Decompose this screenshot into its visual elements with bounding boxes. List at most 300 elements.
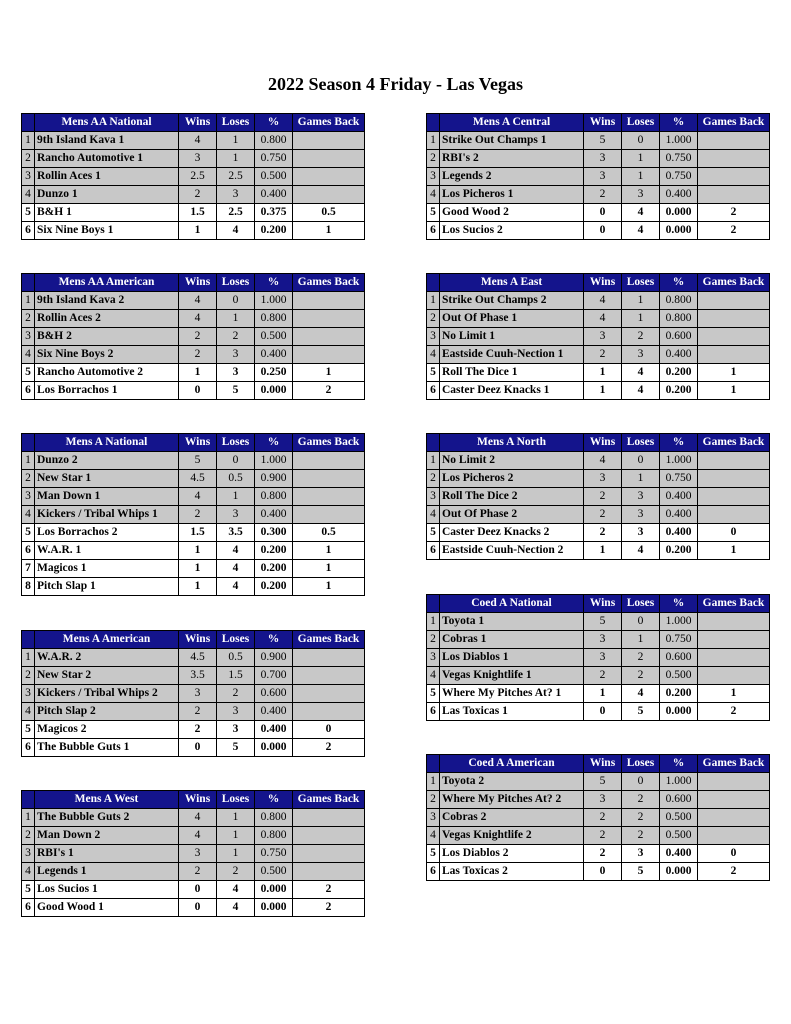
column-header: % [255, 434, 293, 452]
games-back-cell: 1 [698, 685, 770, 703]
header-corner [22, 791, 35, 809]
team-name-cell: The Bubble Guts 1 [35, 739, 179, 757]
standings-table [21, 630, 365, 757]
header-corner [427, 755, 440, 773]
wins-cell: 4 [179, 310, 217, 328]
loses-cell: 1 [217, 150, 255, 168]
rank-cell: 2 [22, 150, 35, 168]
wins-cell: 1 [584, 382, 622, 400]
pct-cell: 0.800 [255, 310, 293, 328]
team-name-cell: Cobras 2 [440, 809, 584, 827]
pct-cell: 0.200 [255, 578, 293, 596]
column-header: Loses [622, 114, 660, 132]
team-name-cell: Caster Deez Knacks 2 [440, 524, 584, 542]
team-name-cell: Las Toxicas 2 [440, 863, 584, 881]
division-name: Mens AA National [35, 114, 179, 132]
loses-cell: 4 [622, 542, 660, 560]
pct-cell: 0.300 [255, 524, 293, 542]
column-header: Games Back [698, 595, 770, 613]
column-header: % [255, 274, 293, 292]
team-name-cell: Los Borrachos 2 [35, 524, 179, 542]
pct-cell: 0.500 [255, 328, 293, 346]
wins-cell: 3 [584, 649, 622, 667]
wins-cell: 0 [584, 204, 622, 222]
table-row [427, 845, 770, 863]
rank-cell: 4 [427, 827, 440, 845]
wins-cell: 1 [584, 364, 622, 382]
column-header: % [255, 631, 293, 649]
loses-cell: 1 [217, 488, 255, 506]
loses-cell: 2 [622, 809, 660, 827]
wins-cell: 0 [179, 382, 217, 400]
pct-cell: 0.800 [255, 132, 293, 150]
column-header: % [255, 791, 293, 809]
games-back-cell: 1 [293, 560, 365, 578]
team-name-cell: Rollin Aces 2 [35, 310, 179, 328]
table-row [22, 382, 365, 400]
column-header: Wins [179, 791, 217, 809]
rank-cell: 2 [427, 150, 440, 168]
games-back-cell: 0.5 [293, 204, 365, 222]
games-back-cell [293, 845, 365, 863]
rank-cell: 3 [22, 845, 35, 863]
wins-cell: 4 [179, 292, 217, 310]
table-row [22, 685, 365, 703]
wins-cell: 5 [179, 452, 217, 470]
team-name-cell: Roll The Dice 2 [440, 488, 584, 506]
wins-cell: 2 [584, 667, 622, 685]
table-row [427, 452, 770, 470]
team-name-cell: Los Diablos 2 [440, 845, 584, 863]
rank-cell: 1 [427, 613, 440, 631]
loses-cell: 1 [622, 310, 660, 328]
column-header: Games Back [293, 434, 365, 452]
team-name-cell: Out Of Phase 2 [440, 506, 584, 524]
games-back-cell [698, 791, 770, 809]
loses-cell: 3 [622, 186, 660, 204]
table-row [22, 346, 365, 364]
loses-cell: 3 [622, 346, 660, 364]
table-row [22, 881, 365, 899]
column-header: Wins [179, 631, 217, 649]
pct-cell: 0.750 [255, 845, 293, 863]
pct-cell: 1.000 [660, 613, 698, 631]
loses-cell: 1 [622, 470, 660, 488]
wins-cell: 4.5 [179, 470, 217, 488]
games-back-cell [698, 470, 770, 488]
games-back-cell: 2 [293, 382, 365, 400]
pct-cell: 0.200 [660, 685, 698, 703]
pct-cell: 0.500 [255, 863, 293, 881]
team-name-cell: Dunzo 2 [35, 452, 179, 470]
standings-table [426, 754, 770, 881]
rank-cell: 5 [22, 524, 35, 542]
loses-cell: 1 [622, 631, 660, 649]
column-header: Games Back [293, 274, 365, 292]
games-back-cell [698, 809, 770, 827]
wins-cell: 4 [179, 488, 217, 506]
games-back-cell [293, 310, 365, 328]
team-name-cell: Kickers / Tribal Whips 2 [35, 685, 179, 703]
loses-cell: 3 [217, 721, 255, 739]
table-row [22, 667, 365, 685]
games-back-cell [293, 150, 365, 168]
games-back-cell [293, 809, 365, 827]
loses-cell: 3 [217, 186, 255, 204]
table-row [22, 649, 365, 667]
team-name-cell: Magicos 2 [35, 721, 179, 739]
games-back-cell: 1 [293, 578, 365, 596]
wins-cell: 2 [584, 827, 622, 845]
wins-cell: 2 [179, 703, 217, 721]
rank-cell: 5 [427, 845, 440, 863]
team-name-cell: No Limit 1 [440, 328, 584, 346]
pct-cell: 1.000 [660, 132, 698, 150]
rank-cell: 3 [22, 328, 35, 346]
team-name-cell: Roll The Dice 1 [440, 364, 584, 382]
loses-cell: 3 [217, 346, 255, 364]
loses-cell: 3 [217, 364, 255, 382]
wins-cell: 3 [584, 328, 622, 346]
table-row [22, 739, 365, 757]
loses-cell: 1 [217, 132, 255, 150]
division-name: Mens AA American [35, 274, 179, 292]
table-row [427, 524, 770, 542]
loses-cell: 3 [217, 506, 255, 524]
table-row [427, 649, 770, 667]
loses-cell: 5 [217, 382, 255, 400]
pct-cell: 0.200 [660, 364, 698, 382]
standings-table [426, 594, 770, 721]
pct-cell: 0.750 [660, 470, 698, 488]
pct-cell: 0.500 [660, 827, 698, 845]
games-back-cell [698, 132, 770, 150]
pct-cell: 0.000 [255, 382, 293, 400]
loses-cell: 4 [217, 899, 255, 917]
standings-table [21, 113, 365, 240]
pct-cell: 0.400 [660, 488, 698, 506]
rank-cell: 4 [22, 346, 35, 364]
column-header: % [660, 114, 698, 132]
wins-cell: 2 [584, 845, 622, 863]
rank-cell: 2 [22, 827, 35, 845]
table-row [427, 382, 770, 400]
games-back-cell [293, 649, 365, 667]
header-corner [22, 114, 35, 132]
column-header: Wins [179, 274, 217, 292]
team-name-cell: 9th Island Kava 1 [35, 132, 179, 150]
games-back-cell: 1 [293, 364, 365, 382]
loses-cell: 3.5 [217, 524, 255, 542]
games-back-cell: 2 [293, 899, 365, 917]
loses-cell: 1 [622, 292, 660, 310]
loses-cell: 0 [622, 613, 660, 631]
table-row [427, 863, 770, 881]
loses-cell: 1 [217, 827, 255, 845]
wins-cell: 3 [584, 470, 622, 488]
column-header: Loses [217, 434, 255, 452]
pct-cell: 0.200 [255, 542, 293, 560]
team-name-cell: W.A.R. 1 [35, 542, 179, 560]
rank-cell: 6 [22, 899, 35, 917]
table-row [22, 488, 365, 506]
rank-cell: 1 [427, 292, 440, 310]
standings-table [426, 273, 770, 400]
table-row [22, 292, 365, 310]
column-header: Loses [622, 434, 660, 452]
games-back-cell [698, 328, 770, 346]
wins-cell: 1.5 [179, 524, 217, 542]
games-back-cell [698, 773, 770, 791]
table-row [22, 542, 365, 560]
column-header: Loses [217, 631, 255, 649]
games-back-cell: 0.5 [293, 524, 365, 542]
loses-cell: 4 [622, 204, 660, 222]
rank-cell: 5 [427, 685, 440, 703]
division-name: Mens A National [35, 434, 179, 452]
pct-cell: 0.400 [255, 346, 293, 364]
team-name-cell: Six Nine Boys 2 [35, 346, 179, 364]
rank-cell: 2 [22, 310, 35, 328]
pct-cell: 0.200 [660, 382, 698, 400]
games-back-cell: 1 [698, 364, 770, 382]
team-name-cell: Good Wood 2 [440, 204, 584, 222]
team-name-cell: RBI's 1 [35, 845, 179, 863]
table-row [22, 809, 365, 827]
games-back-cell: 2 [293, 739, 365, 757]
wins-cell: 3 [179, 685, 217, 703]
team-name-cell: Strike Out Champs 2 [440, 292, 584, 310]
team-name-cell: Los Borrachos 1 [35, 382, 179, 400]
column-header: Loses [217, 791, 255, 809]
rank-cell: 1 [427, 132, 440, 150]
team-name-cell: Toyota 1 [440, 613, 584, 631]
header-corner [22, 274, 35, 292]
team-name-cell: Rancho Automotive 1 [35, 150, 179, 168]
column-header: % [660, 595, 698, 613]
header-corner [427, 595, 440, 613]
rank-cell: 6 [427, 542, 440, 560]
wins-cell: 2 [584, 809, 622, 827]
division-name: Coed A National [440, 595, 584, 613]
wins-cell: 5 [584, 773, 622, 791]
loses-cell: 4 [217, 542, 255, 560]
team-name-cell: Eastside Cuuh-Nection 2 [440, 542, 584, 560]
rank-cell: 5 [427, 364, 440, 382]
table-row [22, 470, 365, 488]
table-row [22, 150, 365, 168]
rank-cell: 5 [427, 524, 440, 542]
rank-cell: 5 [22, 721, 35, 739]
wins-cell: 4 [179, 809, 217, 827]
wins-cell: 4 [584, 292, 622, 310]
pct-cell: 0.800 [660, 310, 698, 328]
loses-cell: 1 [622, 168, 660, 186]
rank-cell: 6 [427, 863, 440, 881]
loses-cell: 5 [622, 703, 660, 721]
pct-cell: 0.400 [255, 186, 293, 204]
pct-cell: 1.000 [255, 292, 293, 310]
rank-cell: 7 [22, 560, 35, 578]
games-back-cell [293, 470, 365, 488]
loses-cell: 3 [622, 845, 660, 863]
wins-cell: 3 [179, 150, 217, 168]
loses-cell: 1 [217, 845, 255, 863]
rank-cell: 2 [427, 470, 440, 488]
games-back-cell [698, 667, 770, 685]
pct-cell: 0.000 [660, 703, 698, 721]
games-back-cell [698, 827, 770, 845]
team-name-cell: The Bubble Guts 2 [35, 809, 179, 827]
rank-cell: 6 [427, 703, 440, 721]
games-back-cell [698, 346, 770, 364]
pct-cell: 0.900 [255, 470, 293, 488]
wins-cell: 0 [584, 222, 622, 240]
games-back-cell [293, 328, 365, 346]
table-row [427, 488, 770, 506]
wins-cell: 2 [179, 186, 217, 204]
games-back-cell [698, 506, 770, 524]
rank-cell: 4 [22, 703, 35, 721]
wins-cell: 0 [179, 881, 217, 899]
games-back-cell [293, 863, 365, 881]
table-row [22, 310, 365, 328]
team-name-cell: Los Picheros 1 [440, 186, 584, 204]
rank-cell: 1 [427, 452, 440, 470]
division-name: Mens A American [35, 631, 179, 649]
games-back-cell [698, 186, 770, 204]
table-row [22, 132, 365, 150]
wins-cell: 1 [179, 542, 217, 560]
division-name: Mens A North [440, 434, 584, 452]
team-name-cell: Six Nine Boys 1 [35, 222, 179, 240]
team-name-cell: W.A.R. 2 [35, 649, 179, 667]
team-name-cell: New Star 1 [35, 470, 179, 488]
wins-cell: 0 [584, 703, 622, 721]
rank-cell: 6 [427, 382, 440, 400]
pct-cell: 0.800 [255, 809, 293, 827]
team-name-cell: Los Diablos 1 [440, 649, 584, 667]
table-row [22, 204, 365, 222]
games-back-cell [293, 168, 365, 186]
games-back-cell [293, 685, 365, 703]
loses-cell: 2 [217, 685, 255, 703]
team-name-cell: Pitch Slap 1 [35, 578, 179, 596]
loses-cell: 2.5 [217, 168, 255, 186]
rank-cell: 4 [427, 667, 440, 685]
column-header: Wins [179, 114, 217, 132]
pct-cell: 0.000 [255, 899, 293, 917]
games-back-cell: 2 [293, 881, 365, 899]
rank-cell: 2 [427, 631, 440, 649]
pct-cell: 0.800 [255, 827, 293, 845]
column-header: Wins [584, 755, 622, 773]
table-row [22, 578, 365, 596]
column-header: Loses [622, 274, 660, 292]
wins-cell: 1 [179, 560, 217, 578]
rank-cell: 6 [22, 542, 35, 560]
table-row [427, 310, 770, 328]
games-back-cell [293, 186, 365, 204]
loses-cell: 4 [217, 560, 255, 578]
column-header: Loses [622, 595, 660, 613]
team-name-cell: B&H 2 [35, 328, 179, 346]
team-name-cell: RBI's 2 [440, 150, 584, 168]
wins-cell: 2 [584, 346, 622, 364]
wins-cell: 1.5 [179, 204, 217, 222]
games-back-cell: 1 [293, 542, 365, 560]
games-back-cell [293, 667, 365, 685]
loses-cell: 4 [622, 685, 660, 703]
rank-cell: 3 [427, 488, 440, 506]
table-row [427, 204, 770, 222]
pct-cell: 0.400 [660, 186, 698, 204]
loses-cell: 2 [622, 649, 660, 667]
wins-cell: 2 [179, 721, 217, 739]
loses-cell: 3 [622, 524, 660, 542]
loses-cell: 4 [622, 222, 660, 240]
games-back-cell: 1 [293, 222, 365, 240]
table-row [427, 222, 770, 240]
table-row [427, 791, 770, 809]
loses-cell: 2 [622, 667, 660, 685]
column-header: Wins [584, 595, 622, 613]
wins-cell: 1 [179, 364, 217, 382]
wins-cell: 5 [584, 613, 622, 631]
table-row [427, 364, 770, 382]
pct-cell: 0.500 [255, 168, 293, 186]
rank-cell: 5 [427, 204, 440, 222]
table-row [22, 524, 365, 542]
table-row [427, 292, 770, 310]
games-back-cell [698, 488, 770, 506]
team-name-cell: Out Of Phase 1 [440, 310, 584, 328]
team-name-cell: Legends 1 [35, 863, 179, 881]
pct-cell: 0.750 [660, 150, 698, 168]
team-name-cell: Good Wood 1 [35, 899, 179, 917]
loses-cell: 0.5 [217, 649, 255, 667]
table-row [427, 132, 770, 150]
games-back-cell [293, 452, 365, 470]
rank-cell: 4 [427, 346, 440, 364]
pct-cell: 1.000 [660, 773, 698, 791]
wins-cell: 2 [179, 863, 217, 881]
wins-cell: 1 [179, 222, 217, 240]
games-back-cell [698, 150, 770, 168]
column-header: Loses [622, 755, 660, 773]
table-row [22, 845, 365, 863]
column-header: Games Back [698, 434, 770, 452]
games-back-cell [698, 310, 770, 328]
team-name-cell: Where My Pitches At? 1 [440, 685, 584, 703]
games-back-cell [293, 827, 365, 845]
games-back-cell [293, 703, 365, 721]
loses-cell: 1 [622, 150, 660, 168]
games-back-cell: 2 [698, 222, 770, 240]
team-name-cell: Magicos 1 [35, 560, 179, 578]
column-header: Wins [584, 274, 622, 292]
rank-cell: 3 [427, 328, 440, 346]
division-name: Mens A Central [440, 114, 584, 132]
team-name-cell: Man Down 1 [35, 488, 179, 506]
pct-cell: 0.500 [660, 809, 698, 827]
wins-cell: 2 [584, 506, 622, 524]
rank-cell: 5 [22, 204, 35, 222]
table-row [22, 186, 365, 204]
loses-cell: 2.5 [217, 204, 255, 222]
pct-cell: 0.600 [660, 791, 698, 809]
loses-cell: 5 [622, 863, 660, 881]
